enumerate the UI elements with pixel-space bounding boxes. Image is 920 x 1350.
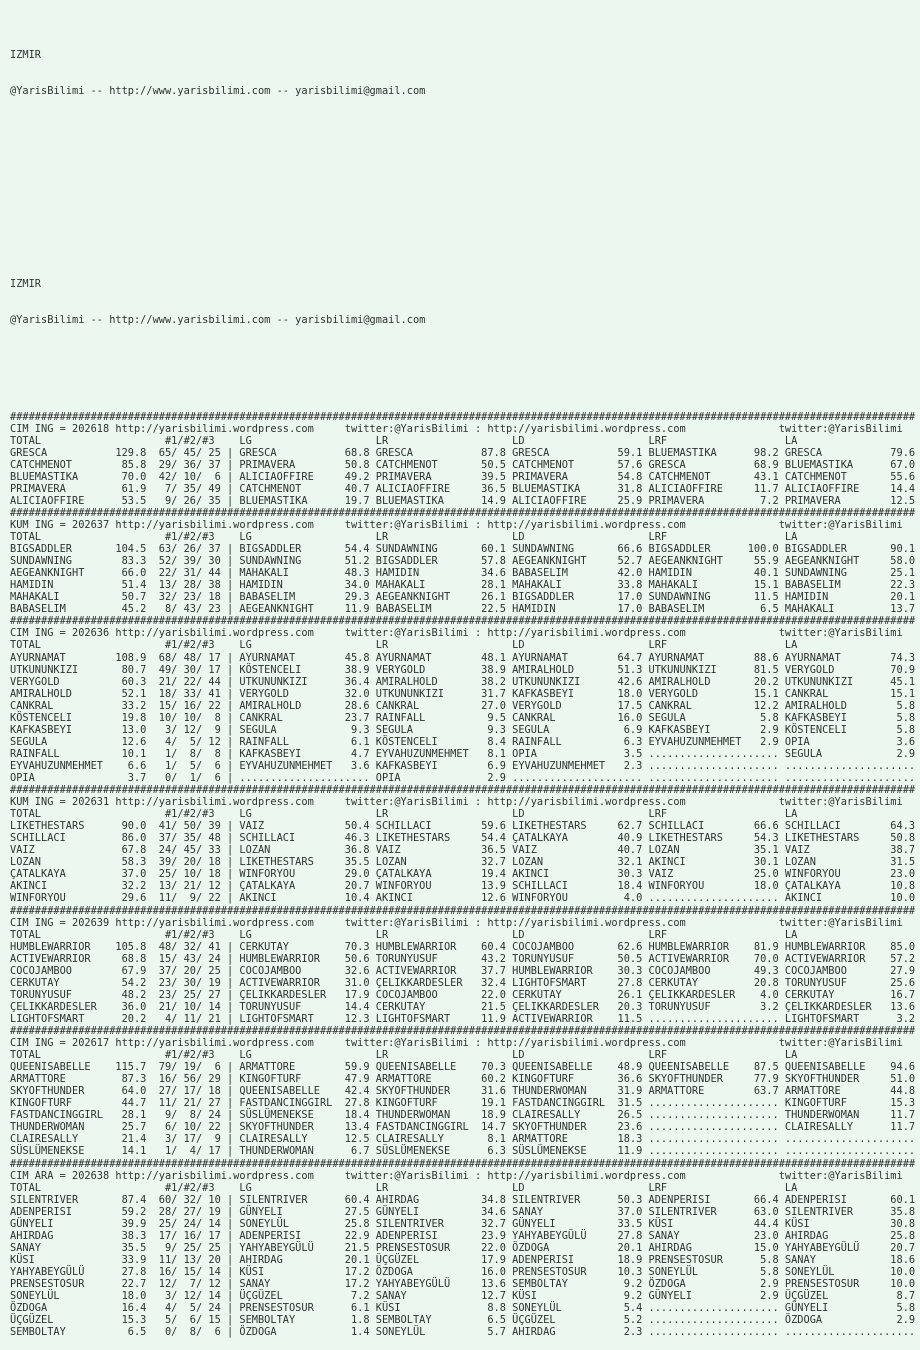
race-row: HAMIDIN 51.4 13/ 28/ 38 | HAMIDIN 34.0 MAHAKALI 28.1 MAHAKALI 33.8 MAHAKALI 15.1 BABASELIM 22.3 bbox=[10, 579, 916, 592]
race-row: ARMATTORE 87.3 16/ 56/ 29 | KINGOFTURF 47.9 ARMATTORE 60.2 KINGOFTURF 36.6 SKYOFTHUNDER 77.9 SKYOFTHUNDER 51.0 bbox=[10, 1073, 916, 1086]
race-row: ACTIVEWARRIOR 68.8 15/ 43/ 24 | HUMBLEWARRIOR 50.6 TORUNYUSUF 43.2 TORUNYUSUF 50.5 ACTIVEWARRIOR 70.0 ACTIVEWARRIOR 57.2 bbox=[10, 952, 916, 965]
race-row: CATCHMENOT 85.8 29/ 36/ 37 | PRIMAVERA 50.8 CATCHMENOT 50.5 CATCHMENOT 57.6 GRESCA 68.9 BLUEMASTIKA 67.0 bbox=[10, 458, 916, 471]
column-header-line: TOTAL #1/#2/#3 LG LR LD LRF LA bbox=[10, 434, 798, 447]
race-row: KÖSTENCELI 19.8 10/ 10/ 8 | CANKRAL 23.7 RAINFALL 9.5 CANKRAL 16.0 SEGULA 5.8 KAFKASBEYI 5.8 bbox=[10, 711, 916, 724]
race-row: CANKRAL 33.2 15/ 16/ 22 | AMIRALHOLD 28.6 CANKRAL 27.0 VERYGOLD 17.5 CANKRAL 12.2 AMIRALHOLD 5.8 bbox=[10, 699, 916, 712]
race-row: ALICIAOFFIRE 53.5 9/ 26/ 35 | BLUEMASTIKA 19.7 BLUEMASTIKA 14.9 ALICIAOFFIRE 25.9 PRIMAVERA 7.2 PRIMAVERA 12.5 bbox=[10, 494, 916, 507]
race-row: BLUEMASTIKA 70.0 42/ 10/ 6 | ALICIAOFFIRE 49.2 PRIMAVERA 39.5 PRIMAVERA 54.8 CATCHMENOT 43.1 CATCHMENOT 55.6 bbox=[10, 470, 916, 483]
block-title-line: CIM ING = 202617 http://yarisbilimi.wordpress.com twitter:@YarisBilimi : http://yarisbilimi.wordpress.com twitter:@YarisBilimi bbox=[10, 1037, 903, 1050]
report-header-repeat bbox=[10, 254, 920, 387]
column-header-line: TOTAL #1/#2/#3 LG LR LD LRF LA bbox=[10, 531, 798, 544]
separator-line: ################################################################################################################################################## bbox=[10, 1024, 916, 1037]
race-row: FASTDANCINGGIRL 28.1 9/ 8/ 24 | SÜSLÜMENEKSE 18.4 THUNDERWOMAN 18.9 CLAIRESALLY 26.5 ..................... THUNDERWOMAN 11.7 bbox=[10, 1109, 916, 1122]
race-row: CERKUTAY 54.2 23/ 30/ 19 | ACTIVEWARRIOR 31.0 ÇELIKKARDESLER 32.4 LIGHTOFSMART 27.8 CERKUTAY 20.8 TORUNYUSUF 25.6 bbox=[10, 976, 916, 989]
separator-line: ################################################################################################################################################## bbox=[10, 410, 916, 423]
block-title-line: KUM ING = 202631 http://yarisbilimi.wordpress.com twitter:@YarisBilimi : http://yarisbilimi.wordpress.com twitter:@YarisBilimi bbox=[10, 796, 903, 809]
race-row: LOZAN 58.3 39/ 20/ 18 | LIKETHESTARS 35.5 LOZAN 32.7 LOZAN 32.1 AKINCI 30.1 LOZAN 31.5 bbox=[10, 856, 916, 869]
column-header-line: TOTAL #1/#2/#3 LG LR LD LRF LA bbox=[10, 1049, 798, 1062]
race-row: SEMBOLTAY 6.5 0/ 8/ 6 | ÖZDOGA 1.4 SONEYLÜL 5.7 AHIRDAG 2.3 ..................... ..................... bbox=[10, 1326, 916, 1339]
blank-line bbox=[10, 350, 920, 362]
header-tagline: @YarisBilimi -- http://www.yarisbilimi.com -- yarisbilimi@gmail.com bbox=[10, 314, 426, 327]
race-row: ÖZDOGA 16.4 4/ 5/ 24 | PRENSESTOSUR 6.1 KÜSI 8.8 SONEYLÜL 5.4 ..................... GÜNYELI 5.8 bbox=[10, 1302, 916, 1315]
header-tagline: @YarisBilimi -- http://www.yarisbilimi.com -- yarisbilimi@gmail.com bbox=[10, 85, 426, 98]
blank-line bbox=[10, 158, 920, 170]
race-row: GRESCA 129.8 65/ 45/ 25 | GRESCA 68.8 GRESCA 87.8 GRESCA 59.1 BLUEMASTIKA 98.2 GRESCA 79.6 bbox=[10, 446, 916, 459]
separator-line: ################################################################################################################################################## bbox=[10, 904, 916, 917]
race-row: AKINCI 32.2 13/ 21/ 12 | ÇATALKAYA 20.7 WINFORYOU 13.9 SCHILLACI 18.4 WINFORYOU 18.0 ÇATALKAYA 10.8 bbox=[10, 880, 916, 893]
block-title-line: CIM ARA = 202638 http://yarisbilimi.wordpress.com twitter:@YarisBilimi : http://yarisbilimi.wordpress.com twitter:@YarisBilimi bbox=[10, 1169, 903, 1182]
race-row: OPIA 3.7 0/ 1/ 6 | ..................... OPIA 2.9 ..................... ..................... ..................... bbox=[10, 772, 916, 784]
race-row: YAHYABEYGÜLÜ 27.8 16/ 15/ 14 | KÜSI 17.2 ÖZDOGA 16.0 PRENSESTOSUR 10.3 SONEYLÜL 5.8 SONEYLÜL 10.0 bbox=[10, 1265, 916, 1278]
race-row: SUNDAWNING 83.3 52/ 39/ 30 | SUNDAWNING 51.2 BIGSADDLER 57.8 AEGEANKNIGHT 52.7 AEGEANKNIGHT 55.9 AEGEANKNIGHT 58.0 bbox=[10, 555, 916, 568]
blank-line bbox=[10, 121, 920, 133]
column-header-line: TOTAL #1/#2/#3 LG LR LD LRF LA bbox=[10, 928, 798, 941]
race-row: SKYOFTHUNDER 64.0 27/ 17/ 18 | QUEENISABELLE 42.4 SKYOFTHUNDER 31.6 THUNDERWOMAN 31.9 ARMATTORE 63.7 ARMATTORE 44.8 bbox=[10, 1085, 916, 1098]
race-row: SCHILLACI 86.0 37/ 35/ 48 | SCHILLACI 46.3 LIKETHESTARS 54.4 ÇATALKAYA 40.9 LIKETHESTARS 54.3 LIKETHESTARS 50.8 bbox=[10, 832, 916, 845]
race-row: UTKUNUNKIZI 80.7 49/ 30/ 17 | KÖSTENCELI 38.9 VERYGOLD 38.9 AMIRALHOLD 51.3 UTKUNUNKIZI 81.5 VERYGOLD 70.9 bbox=[10, 663, 916, 676]
block-title-line: KUM ING = 202637 http://yarisbilimi.wordpress.com twitter:@YarisBilimi : http://yarisbilimi.wordpress.com twitter:@YarisBilimi bbox=[10, 519, 903, 532]
race-row: SEGULA 12.6 4/ 5/ 12 | RAINFALL 6.1 KÖSTENCELI 8.4 RAINFALL 6.3 EYVAHUZUNMEHMET 2.9 OPIA 3.6 bbox=[10, 735, 916, 748]
block-title-line: CIM ING = 202636 http://yarisbilimi.wordpress.com twitter:@YarisBilimi : http://yarisbilimi.wordpress.com twitter:@YarisBilimi bbox=[10, 627, 903, 640]
block-title-line: CIM ING = 202639 http://yarisbilimi.wordpress.com twitter:@YarisBilimi : http://yarisbilimi.wordpress.com twitter:@YarisBilimi bbox=[10, 916, 903, 929]
race-row: SILENTRIVER 87.4 60/ 32/ 10 | SILENTRIVER 60.4 AHIRDAG 34.8 SILENTRIVER 50.3 ADENPERISI 66.4 ADENPERISI 60.1 bbox=[10, 1193, 916, 1206]
race-row: AHIRDAG 38.3 17/ 16/ 17 | ADENPERISI 22.9 ADENPERISI 23.9 YAHYABEYGÜLÜ 27.8 SANAY 23.0 AHIRDAG 25.8 bbox=[10, 1229, 916, 1242]
race-row: ADENPERISI 59.2 28/ 27/ 19 | GÜNYELI 27.5 GÜNYELI 34.6 SANAY 37.0 SILENTRIVER 63.0 SILENTRIVER 35.8 bbox=[10, 1205, 916, 1218]
race-row: SONEYLÜL 18.0 3/ 12/ 14 | ÜÇGÜZEL 7.2 SANAY 12.7 KÜSI 9.2 GÜNYELI 2.9 ÜÇGÜZEL 8.7 bbox=[10, 1290, 916, 1303]
race-row: QUEENISABELLE 115.7 79/ 19/ 6 | ARMATTORE 59.9 QUEENISABELLE 70.3 QUEENISABELLE 48.9 QUEENISABELLE 87.5 QUEENISABELLE 94.6 bbox=[10, 1061, 916, 1074]
track-name: IZMIR bbox=[10, 278, 41, 291]
race-row: EYVAHUZUNMEHMET 6.6 1/ 5/ 6 | EYVAHUZUNMEHMET 3.6 KAFKASBEYI 6.9 EYVAHUZUNMEHMET 2.3 ..................... ..................... bbox=[10, 759, 916, 772]
race-row: SANAY 35.5 9/ 25/ 25 | YAHYABEYGÜLÜ 21.5 PRENSESTOSUR 22.0 ÖZDOGA 20.1 AHIRDAG 15.0 YAHYABEYGÜLÜ 20.7 bbox=[10, 1241, 916, 1254]
race-row: BIGSADDLER 104.5 63/ 26/ 37 | BIGSADDLER 54.4 SUNDAWNING 60.1 SUNDAWNING 66.6 BIGSADDLER 100.0 BIGSADDLER 90.1 bbox=[10, 543, 916, 556]
race-row: RAINFALL 10.1 1/ 8/ 8 | KAFKASBEYI 4.7 EYVAHUZUNMEHMET 8.1 OPIA 3.5 ..................... SEGULA 2.9 bbox=[10, 747, 916, 760]
race-row: KAFKASBEYI 13.0 3/ 12/ 9 | SEGULA 9.3 SEGULA 9.3 SEGULA 6.9 KAFKASBEYI 2.9 KÖSTENCELI 5.8 bbox=[10, 723, 916, 736]
separator-line: ################################################################################################################################################## bbox=[10, 615, 916, 628]
race-row: PRIMAVERA 61.9 7/ 35/ 49 | CATCHMENOT 40.7 ALICIAOFFIRE 36.5 BLUEMASTIKA 31.8 ALICIAOFFIRE 11.7 ALICIAOFFIRE 14.4 bbox=[10, 482, 916, 495]
race-row: AYURNAMAT 108.9 68/ 48/ 17 | AYURNAMAT 45.8 AYURNAMAT 48.1 AYURNAMAT 64.7 AYURNAMAT 88.6 AYURNAMAT 74.3 bbox=[10, 651, 916, 664]
race-row: HUMBLEWARRIOR 105.8 48/ 32/ 41 | CERKUTAY 70.3 HUMBLEWARRIOR 60.4 COCOJAMBOO 62.6 HUMBLEWARRIOR 81.9 HUMBLEWARRIOR 85.0 bbox=[10, 940, 916, 953]
race-row: COCOJAMBOO 67.9 37/ 20/ 25 | COCOJAMBOO 32.6 ACTIVEWARRIOR 37.7 HUMBLEWARRIOR 30.3 COCOJAMBOO 49.3 COCOJAMBOO 27.9 bbox=[10, 964, 916, 977]
race-row: ÇELIKKARDESLER 36.0 21/ 10/ 14 | TORUNYUSUF 14.4 CERKUTAY 21.5 ÇELIKKARDESLER 20.3 TORUNYUSUF 3.2 ÇELIKKARDESLER 13.6 bbox=[10, 1000, 916, 1013]
race-row: VAIZ 67.8 24/ 45/ 33 | LOZAN 36.8 VAIZ 36.5 VAIZ 40.7 LOZAN 35.1 VAIZ 38.7 bbox=[10, 844, 916, 857]
race-row: AEGEANKNIGHT 66.0 22/ 31/ 44 | MAHAKALI 48.3 HAMIDIN 34.6 BABASELIM 42.0 HAMIDIN 40.1 SUNDAWNING 25.1 bbox=[10, 567, 916, 580]
race-row: TORUNYUSUF 48.2 23/ 25/ 27 | ÇELIKKARDESLER 17.9 COCOJAMBOO 22.0 CERKUTAY 26.1 ÇELIKKARDESLER 4.0 CERKUTAY 16.7 bbox=[10, 988, 916, 1001]
column-header-line: TOTAL #1/#2/#3 LG LR LD LRF LA bbox=[10, 808, 798, 821]
report-header-top bbox=[10, 25, 920, 230]
column-header-line: TOTAL #1/#2/#3 LG LR LD LRF LA bbox=[10, 639, 798, 652]
race-row: AMIRALHOLD 52.1 18/ 33/ 41 | VERYGOLD 32.0 UTKUNUNKIZI 31.7 KAFKASBEYI 18.0 VERYGOLD 15.1 CANKRAL 15.1 bbox=[10, 687, 916, 700]
race-row: ÜÇGÜZEL 15.3 5/ 6/ 15 | SEMBOLTAY 1.8 SEMBOLTAY 6.5 ÜÇGÜZEL 5.2 ..................... ÖZDOGA 2.9 bbox=[10, 1314, 916, 1327]
column-header-line: TOTAL #1/#2/#3 LG LR LD LRF LA bbox=[10, 1181, 798, 1194]
race-row: MAHAKALI 50.7 32/ 23/ 18 | BABASELIM 29.3 AEGEANKNIGHT 26.1 BIGSADDLER 17.0 SUNDAWNING 11.5 HAMIDIN 20.1 bbox=[10, 591, 916, 604]
race-row: PRENSESTOSUR 22.7 12/ 7/ 12 | SANAY 17.2 YAHYABEYGÜLÜ 13.6 SEMBOLTAY 9.2 ÖZDOGA 2.9 PRENSESTOSUR 10.0 bbox=[10, 1277, 916, 1290]
block-title-line: CIM ING = 202618 http://yarisbilimi.wordpress.com twitter:@YarisBilimi : http://yarisbilimi.wordpress.com twitter:@YarisBilimi bbox=[10, 422, 903, 435]
race-blocks bbox=[10, 411, 920, 1339]
race-row: LIKETHESTARS 90.0 41/ 50/ 39 | VAIZ 50.4 SCHILLACI 59.6 LIKETHESTARS 62.7 SCHILLACI 66.6 SCHILLACI 64.3 bbox=[10, 820, 916, 833]
race-row: KINGOFTURF 44.7 11/ 21/ 27 | FASTDANCINGGIRL 27.8 KINGOFTURF 19.1 FASTDANCINGGIRL 31.5 ..................... KINGOFTURF 15.3 bbox=[10, 1097, 916, 1110]
race-row: ÇATALKAYA 37.0 25/ 10/ 18 | WINFORYOU 29.0 ÇATALKAYA 19.4 AKINCI 30.3 VAIZ 25.0 WINFORYOU 23.0 bbox=[10, 868, 916, 881]
race-row: THUNDERWOMAN 25.7 6/ 10/ 22 | SKYOFTHUNDER 13.4 FASTDANCINGGIRL 14.7 SKYOFTHUNDER 23.6 ..................... CLAIRESALLY 11.7 bbox=[10, 1121, 916, 1134]
separator-line: ################################################################################################################################################## bbox=[10, 1157, 916, 1170]
race-row: GÜNYELI 39.9 25/ 24/ 14 | SONEYLÜL 25.8 SILENTRIVER 32.7 GÜNYELI 33.5 KÜSI 44.4 KÜSI 30.8 bbox=[10, 1217, 916, 1230]
race-row: SÜSLÜMENEKSE 14.1 1/ 4/ 17 | THUNDERWOMAN 6.7 SÜSLÜMENEKSE 6.3 SÜSLÜMENEKSE 11.9 ..................... ..................... bbox=[10, 1145, 916, 1158]
separator-line: ################################################################################################################################################## bbox=[10, 784, 916, 797]
race-row: WINFORYOU 29.6 11/ 9/ 22 | AKINCI 10.4 AKINCI 12.6 WINFORYOU 4.0 ..................... AKINCI 10.0 bbox=[10, 892, 916, 905]
race-row: LIGHTOFSMART 20.2 4/ 11/ 21 | LIGHTOFSMART 12.3 LIGHTOFSMART 11.9 ACTIVEWARRIOR 11.5 ..................... LIGHTOFSMART 3.2 bbox=[10, 1012, 916, 1025]
track-name: IZMIR bbox=[10, 49, 41, 62]
separator-line: ################################################################################################################################################## bbox=[10, 506, 916, 519]
race-row: BABASELIM 45.2 8/ 43/ 23 | AEGEANKNIGHT 11.9 BABASELIM 22.5 HAMIDIN 17.0 BABASELIM 6.5 MAHAKALI 13.7 bbox=[10, 603, 916, 616]
blank-line bbox=[10, 194, 920, 206]
race-row: CLAIRESALLY 21.4 3/ 17/ 9 | CLAIRESALLY 12.5 CLAIRESALLY 8.1 ARMATTORE 18.3 ..................... ..................... bbox=[10, 1133, 916, 1146]
race-row: KÜSI 33.9 11/ 13/ 20 | AHIRDAG 20.1 ÜÇGÜZEL 17.9 ADENPERISI 18.9 PRENSESTOSUR 5.8 SANAY 18.6 bbox=[10, 1253, 916, 1266]
race-row: VERYGOLD 60.3 21/ 22/ 44 | UTKUNUNKIZI 36.4 AMIRALHOLD 38.2 UTKUNUNKIZI 42.6 AMIRALHOLD 20.2 UTKUNUNKIZI 45.1 bbox=[10, 675, 916, 688]
